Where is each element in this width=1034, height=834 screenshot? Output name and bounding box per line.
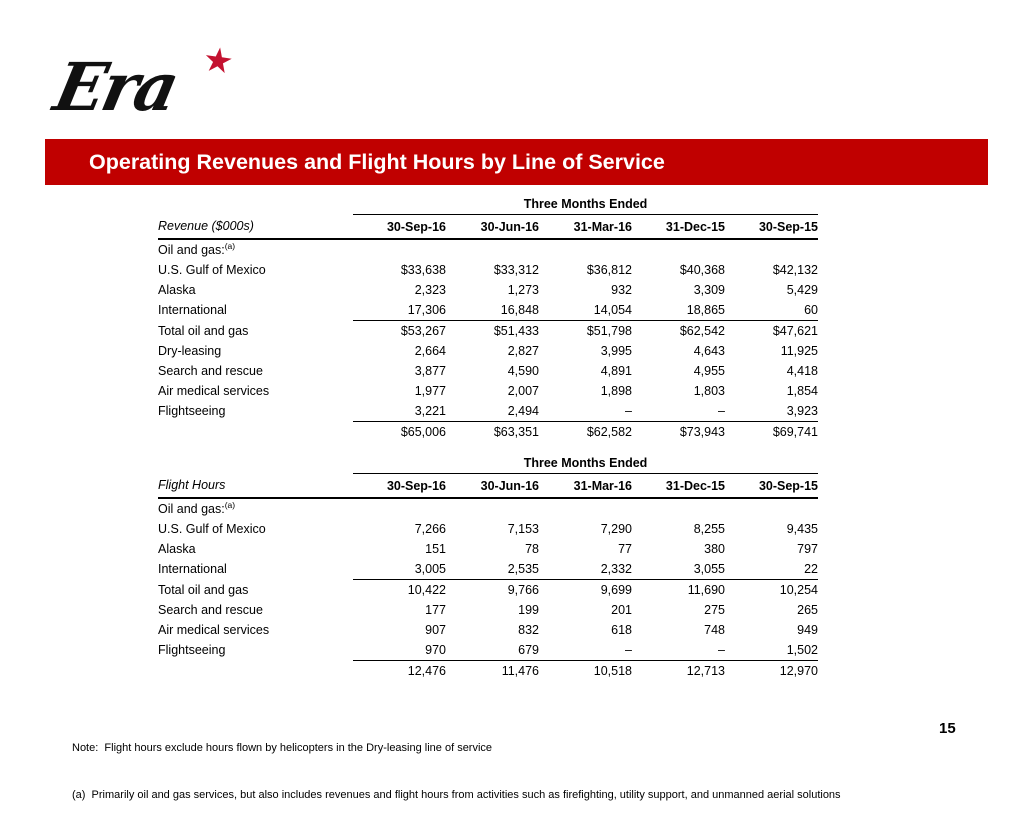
value-cell: –	[632, 401, 725, 422]
row-label: Oil and gas:$^{(a)}$	[158, 499, 236, 516]
value-cell: $51,433	[493, 324, 539, 338]
value-cell: 2,332	[539, 559, 632, 580]
value-cell	[725, 239, 818, 260]
span-header: Three Months Ended	[353, 453, 818, 474]
column-header: 31-Mar-16	[539, 474, 632, 499]
value-cell: 17,306	[353, 300, 446, 321]
row-label: U.S. Gulf of Mexico	[158, 522, 266, 536]
row-label: Air medical services	[158, 623, 270, 637]
value-cell: 2,827	[507, 344, 539, 358]
value-cell: –	[632, 640, 725, 661]
value-cell: –	[539, 401, 632, 422]
table-row	[158, 361, 818, 381]
value-cell: 932	[611, 283, 632, 297]
value-cell: 3,221	[353, 401, 446, 422]
value-cell: $40,368	[679, 263, 725, 277]
row-group-header: Revenue ($000s)	[158, 215, 353, 240]
footnotes	[72, 710, 841, 834]
value-cell: 3,005	[353, 559, 446, 580]
financial-table	[158, 194, 818, 442]
value-cell: 201	[611, 603, 632, 617]
value-cell: 10,422	[407, 583, 446, 597]
value-cell: 3,055	[632, 559, 725, 580]
value-cell: 151	[425, 542, 446, 556]
value-cell: –	[539, 640, 632, 661]
value-cell: 4,418	[786, 364, 818, 378]
value-cell: $73,943	[679, 425, 725, 439]
value-cell: 907	[425, 623, 446, 637]
value-cell	[446, 239, 539, 260]
row-label: Dry-leasing	[158, 344, 222, 358]
table-row	[158, 640, 818, 661]
table-row	[158, 539, 818, 559]
value-cell: 1,977	[414, 384, 446, 398]
value-cell: 18,865	[632, 300, 725, 321]
row-group-header: Flight Hours	[158, 474, 353, 499]
span-header-spacer	[158, 453, 353, 474]
column-header: 30-Jun-16	[446, 474, 539, 499]
value-cell: 1,273	[507, 283, 539, 297]
column-header: 30-Sep-16	[353, 474, 446, 499]
value-cell: 4,891	[600, 364, 632, 378]
value-cell: $62,582	[586, 425, 632, 439]
value-cell: 78	[525, 542, 539, 556]
row-label: Alaska	[158, 542, 196, 556]
value-cell: 4,590	[507, 364, 539, 378]
financial-table	[158, 453, 818, 681]
value-cell: 14,054	[539, 300, 632, 321]
column-header: 31-Dec-15	[632, 215, 725, 240]
value-cell: 2,007	[507, 384, 539, 398]
value-cell: 9,766	[507, 583, 539, 597]
value-cell: $63,351	[493, 425, 539, 439]
value-cell: 177	[425, 603, 446, 617]
value-cell: 10,518	[593, 664, 632, 678]
value-cell	[539, 239, 632, 260]
value-cell: $33,312	[493, 263, 539, 277]
value-cell: $53,267	[400, 324, 446, 338]
span-header-spacer	[158, 194, 353, 215]
revenue-table	[158, 194, 818, 442]
value-cell: 77	[618, 542, 632, 556]
era-logo	[47, 40, 266, 137]
table-row	[158, 661, 818, 682]
value-cell: 2,664	[414, 344, 446, 358]
row-label: Alaska	[158, 283, 196, 297]
value-cell: $47,621	[772, 324, 818, 338]
value-cell: 832	[518, 623, 539, 637]
row-label: U.S. Gulf of Mexico	[158, 263, 266, 277]
table-row	[158, 600, 818, 620]
value-cell	[725, 498, 818, 519]
value-cell: 265	[797, 603, 818, 617]
value-cell: 679	[446, 640, 539, 661]
column-header: 30-Jun-16	[446, 215, 539, 240]
footnote-note: Note: Flight hours exclude hours flown by helicopters in the Dry-leasing line of service	[72, 742, 493, 754]
value-cell: 7,266	[414, 522, 446, 536]
value-cell	[353, 239, 446, 260]
value-cell: 1,803	[693, 384, 725, 398]
footnote-a: (a) Primarily oil and gas services, but also includes revenues and flight hours from activities such as firefighting, utility support, and unmanned aerial solutions	[72, 788, 841, 801]
value-cell: 11,476	[501, 664, 539, 678]
table-row	[158, 381, 818, 401]
value-cell: 1,502	[725, 640, 818, 661]
value-cell: 970	[353, 640, 446, 661]
row-label: Oil and gas:$^{(a)}$	[158, 240, 236, 257]
row-label: Total oil and gas	[158, 323, 249, 338]
value-cell: 8,255	[693, 522, 725, 536]
row-label: Air medical services	[158, 384, 270, 398]
row-label: International	[158, 562, 227, 577]
value-cell: 2,494	[446, 401, 539, 422]
value-cell: 748	[704, 623, 725, 637]
value-cell: 60	[725, 300, 818, 321]
value-cell	[632, 239, 725, 260]
value-cell	[446, 498, 539, 519]
value-cell: $33,638	[400, 263, 446, 277]
value-cell: $65,006	[400, 425, 446, 439]
value-cell	[539, 498, 632, 519]
value-cell: 12,713	[686, 664, 725, 678]
value-cell: 7,153	[507, 522, 539, 536]
value-cell: 618	[611, 623, 632, 637]
row-label: Flightseeing	[158, 404, 226, 419]
value-cell: 4,643	[693, 344, 725, 358]
value-cell: 380	[704, 542, 725, 556]
value-cell: 1,898	[600, 384, 632, 398]
value-cell: $69,741	[772, 425, 818, 439]
column-header: 30-Sep-15	[725, 474, 818, 499]
value-cell: 9,699	[600, 583, 632, 597]
column-header: 31-Mar-16	[539, 215, 632, 240]
value-cell: 5,429	[786, 283, 818, 297]
value-cell: 3,995	[600, 344, 632, 358]
table-row	[158, 280, 818, 300]
table-row	[158, 498, 818, 519]
value-cell: 4,955	[693, 364, 725, 378]
value-cell: $51,798	[586, 324, 632, 338]
column-header: 30-Sep-15	[725, 215, 818, 240]
table-row	[158, 321, 818, 342]
value-cell: 199	[518, 603, 539, 617]
row-label: Flightseeing	[158, 643, 226, 658]
value-cell: 797	[797, 542, 818, 556]
value-cell: 1,854	[786, 384, 818, 398]
table-row	[158, 239, 818, 260]
value-cell: 7,290	[600, 522, 632, 536]
row-label: International	[158, 303, 227, 318]
value-cell: 11,925	[780, 344, 818, 358]
value-cell: 2,535	[446, 559, 539, 580]
value-cell	[632, 498, 725, 519]
row-label: Total oil and gas	[158, 582, 249, 597]
value-cell: 3,309	[693, 283, 725, 297]
table-row	[158, 620, 818, 640]
table-row	[158, 260, 818, 280]
value-cell: $36,812	[586, 263, 632, 277]
page-title: Operating Revenues and Flight Hours by Line of Service	[89, 150, 665, 174]
value-cell: 3,877	[414, 364, 446, 378]
era-logo-star-icon: ★	[200, 40, 236, 82]
column-header: 31-Dec-15	[632, 474, 725, 499]
table-row	[158, 300, 818, 321]
value-cell: 275	[704, 603, 725, 617]
flight-hours-table	[158, 453, 818, 681]
table-row	[158, 401, 818, 422]
row-label	[158, 422, 353, 443]
row-label: Search and rescue	[158, 603, 263, 617]
value-cell: 12,970	[779, 664, 818, 678]
value-cell: 11,690	[687, 583, 725, 597]
value-cell: 10,254	[779, 583, 818, 597]
value-cell: 12,476	[407, 664, 446, 678]
title-banner	[45, 139, 988, 185]
row-label	[158, 661, 353, 682]
table-row	[158, 519, 818, 539]
value-cell: 2,323	[414, 283, 446, 297]
page-number: 15	[939, 720, 956, 737]
value-cell: $62,542	[679, 324, 725, 338]
value-cell: 3,923	[725, 401, 818, 422]
value-cell: 22	[725, 559, 818, 580]
table-row	[158, 559, 818, 580]
table-row	[158, 422, 818, 443]
table-row	[158, 580, 818, 601]
row-label: Search and rescue	[158, 364, 263, 378]
value-cell: 949	[797, 623, 818, 637]
value-cell: 9,435	[786, 522, 818, 536]
span-header: Three Months Ended	[353, 194, 818, 215]
era-logo-text: Era	[47, 48, 184, 126]
value-cell: $42,132	[772, 263, 818, 277]
value-cell	[353, 498, 446, 519]
column-header: 30-Sep-16	[353, 215, 446, 240]
table-row	[158, 341, 818, 361]
value-cell: 16,848	[446, 300, 539, 321]
